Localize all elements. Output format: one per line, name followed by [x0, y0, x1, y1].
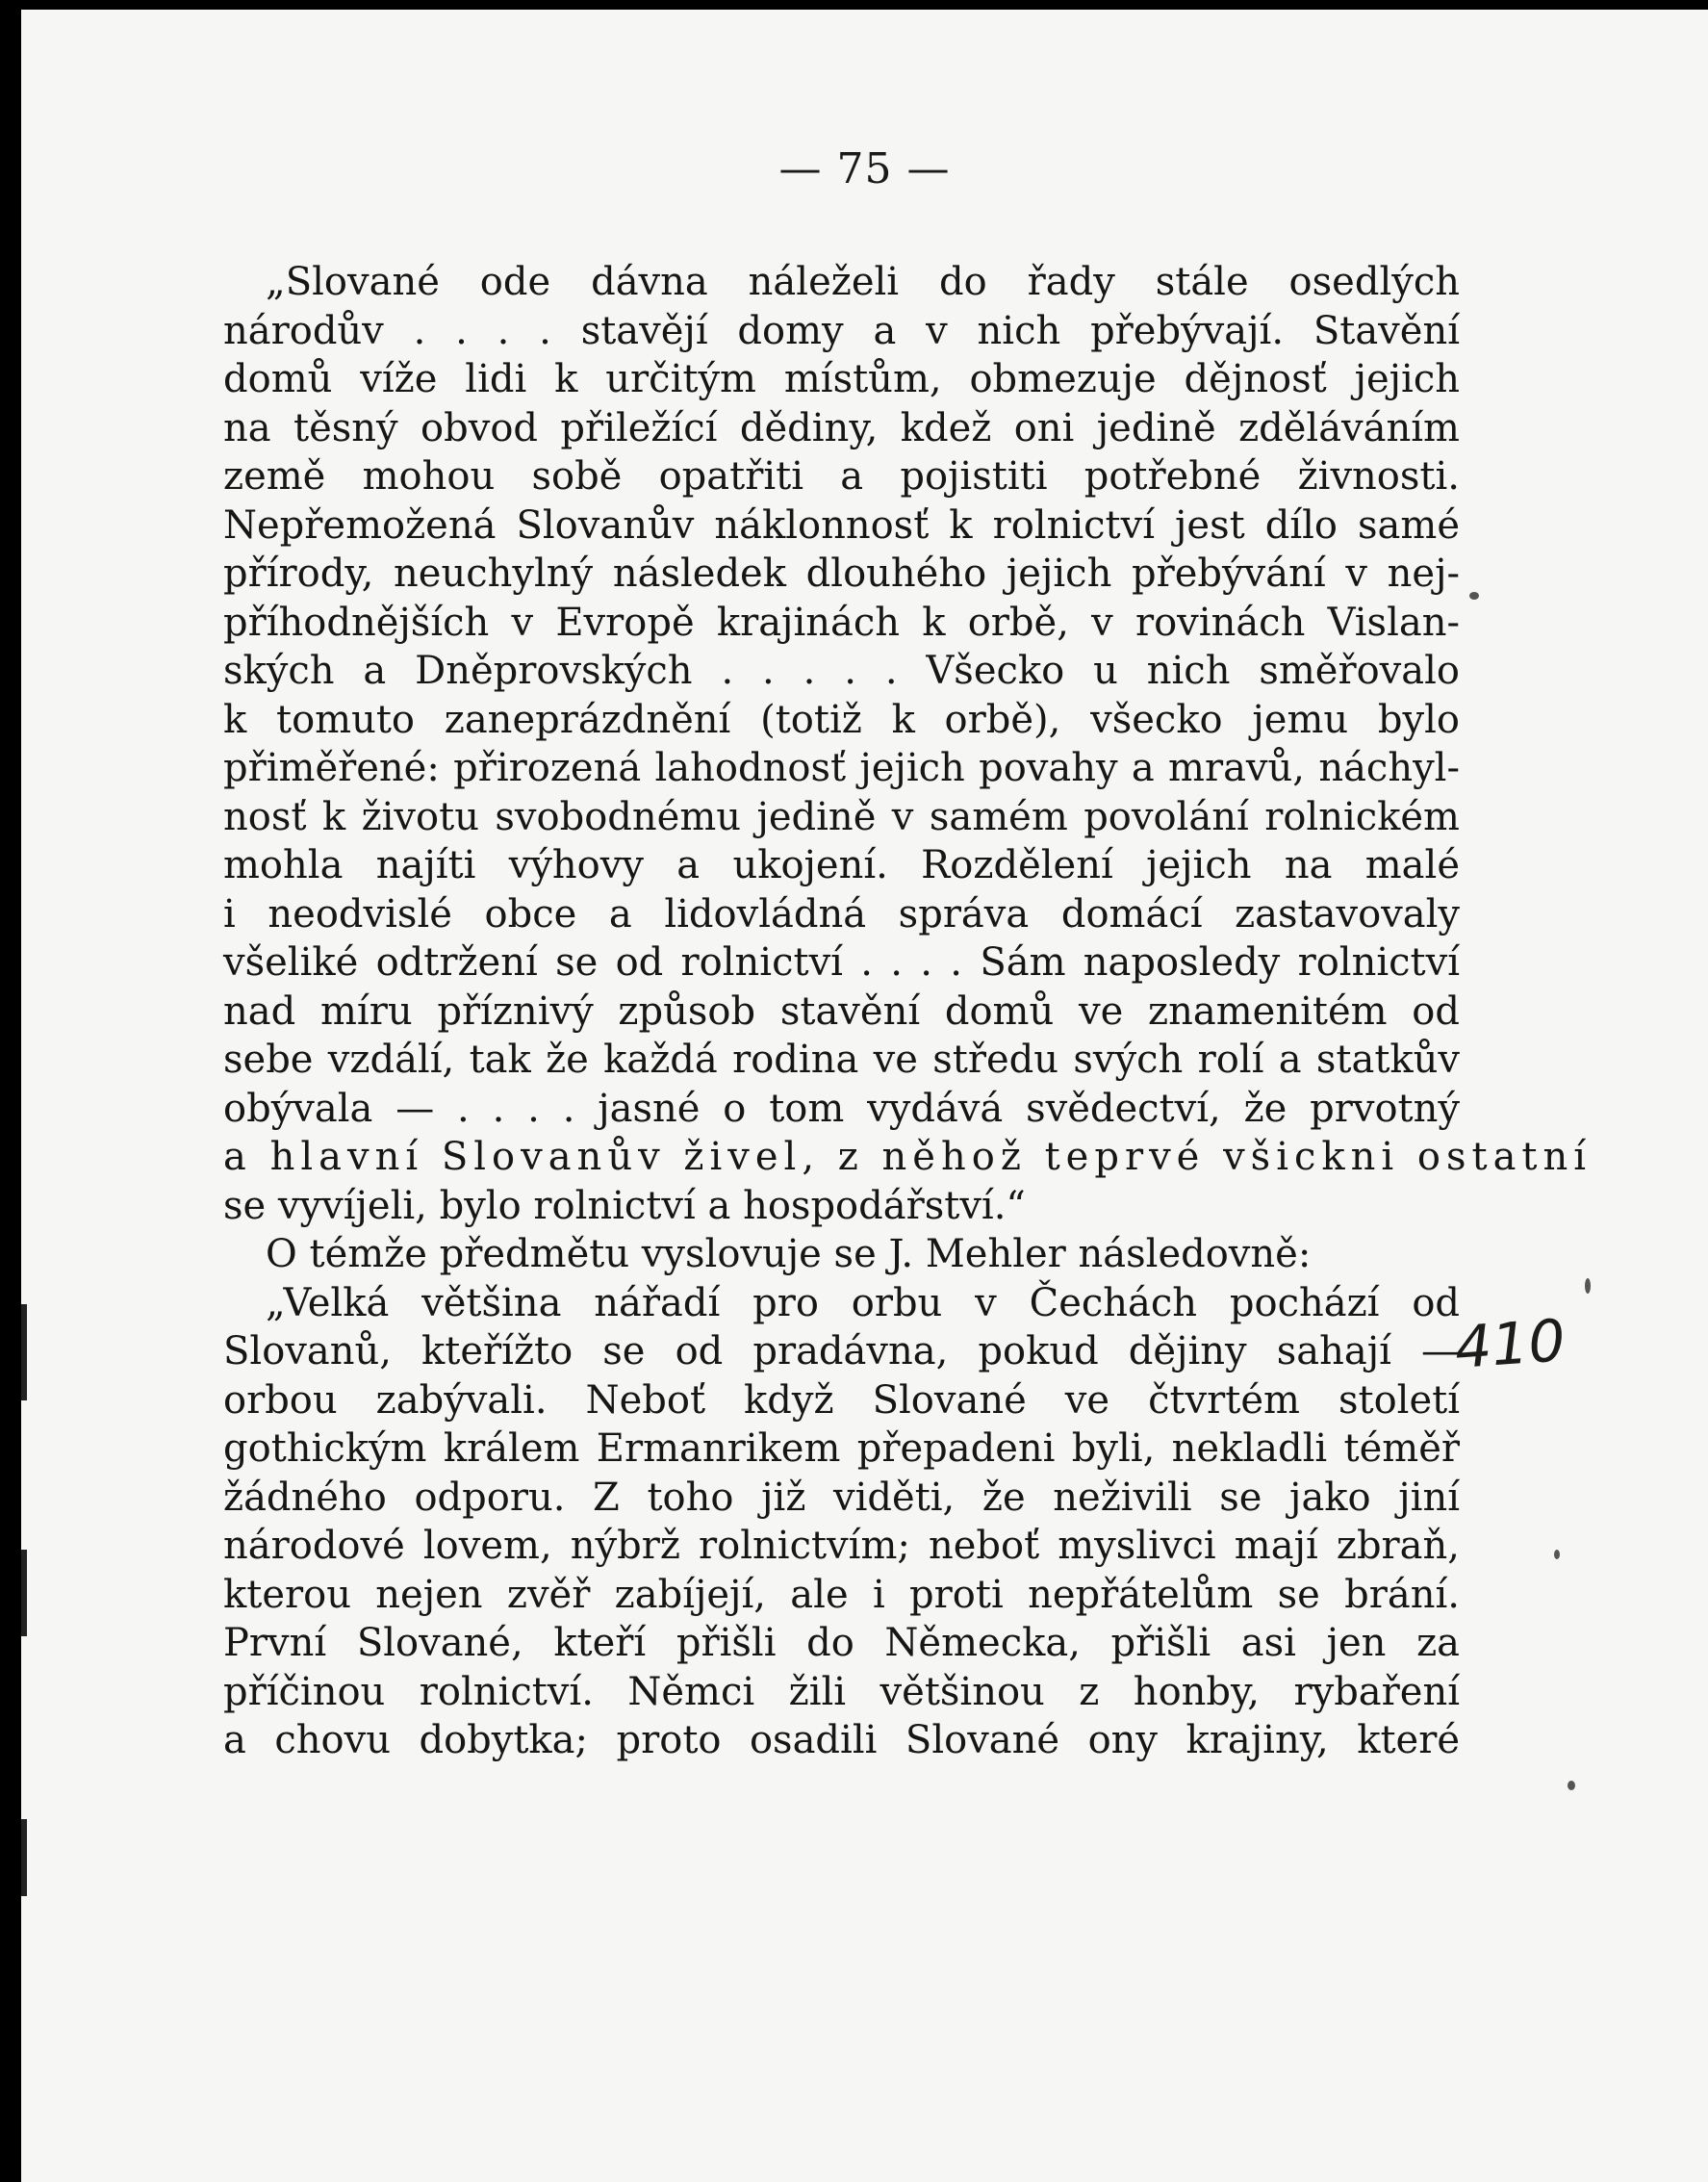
text-line: nosť k životu svobodnému jedině v samém povolání rolnickém — [223, 794, 1460, 839]
text-line: O témže předmětu vyslovuje se J. Mehler následovně: — [266, 1232, 1312, 1276]
text-line: přiměřené: přirozená lahodnosť jejich povahy a mravů, náchyl- — [223, 746, 1460, 790]
scan-speck — [1568, 1781, 1575, 1790]
text-line: a hlavní Slovanův živel, z něhož teprvé všickni ostatní — [223, 1135, 1593, 1179]
text-line: ských a Dněprovských . . . . . Všecko u nich směřovalo — [223, 649, 1460, 693]
scan-speck — [1554, 1550, 1560, 1559]
page-number: — 75 — — [778, 144, 951, 193]
scan-speck — [1585, 1278, 1591, 1294]
text-line: a chovu dobytka; proto osadili Slované ony krajiny, které — [223, 1718, 1460, 1762]
book-page — [21, 10, 1708, 2182]
text-line: přírody, neuchylný následek dlouhého jejich přebývání v nej- — [223, 552, 1460, 596]
text-line: kterou nejen zvěř zabíjejí, ale i proti nepřátelům se brání. — [223, 1572, 1460, 1617]
scan-left-border — [0, 0, 21, 2182]
text-line: Nepřemožená Slovanův náklonnosť k rolnictví jest dílo samé — [223, 502, 1460, 548]
text-line: národův . . . . stavějí domy a v nich přebývají. Stavění — [223, 308, 1460, 353]
text-line: První Slované, kteří přišli do Německa, přišli asi jen za — [223, 1621, 1460, 1665]
scan-speck — [1469, 592, 1479, 600]
scan-top-border — [0, 0, 1708, 10]
text-line: orbou zabývali. Neboť když Slované ve čtvrtém století — [223, 1377, 1460, 1423]
text-line: obývala — . . . . jasné o tom vydává svědectví, že prvotný — [223, 1086, 1460, 1131]
text-line: příhodnějších v Evropě krajinách k orbě, v rovinách Vislan- — [223, 600, 1460, 645]
binding-mark — [21, 1550, 27, 1636]
text-line: gothickým králem Ermanrikem přepadeni byli, nekladli téměř — [223, 1426, 1460, 1471]
text-line: nad míru příznivý způsob stavění domů ve znamenitém od — [223, 988, 1460, 1034]
text-line: „Slované ode dávna náleželi do řady stále osedlých — [266, 260, 1460, 304]
binding-mark — [21, 1819, 27, 1896]
text-line: národové lovem, nýbrž rolnictvím; neboť myslivci mají zbraň, — [223, 1524, 1460, 1568]
text-line: všeliké odtržení se od rolnictví . . . . Sám naposledy rolnictví — [223, 940, 1460, 985]
text-line: k tomuto zaneprázdnění (totiž k orbě), všecko jemu bylo — [223, 697, 1460, 742]
text-line: Slovanů, kteřížto se od pradávna, pokud dějiny sahají — — [223, 1329, 1460, 1373]
binding-mark — [21, 1304, 27, 1400]
handwritten-margin-note: 410 — [1452, 1307, 1568, 1382]
text-line: na těsný obvod přiležící dědiny, kdež oni jedině zděláváním — [223, 405, 1460, 450]
text-line: žádného odporu. Z toho již viděti, že neživili se jako jiní — [223, 1475, 1460, 1520]
text-line: země mohou sobě opatřiti a pojistiti potřebné živnosti. — [223, 454, 1460, 499]
text-line: „Velká většina nářadí pro orbu v Čechách pochází od — [266, 1280, 1460, 1325]
text-line: mohla najíti výhovy a ukojení. Rozdělení jejich na malé — [223, 843, 1460, 887]
text-line: sebe vzdálí, tak že každá rodina ve středu svých rolí a statkův — [223, 1038, 1460, 1082]
text-line: příčinou rolnictví. Němci žili většinou z honby, rybaření — [223, 1669, 1460, 1714]
text-line: i neodvislé obce a lidovládná správa domácí zastavovaly — [223, 891, 1460, 937]
text-line: domů víže lidi k určitým místům, obmezuje dějnosť jejich — [223, 357, 1460, 401]
text-line: se vyvíjeli, bylo rolnictví a hospodářství.“ — [223, 1183, 1026, 1228]
